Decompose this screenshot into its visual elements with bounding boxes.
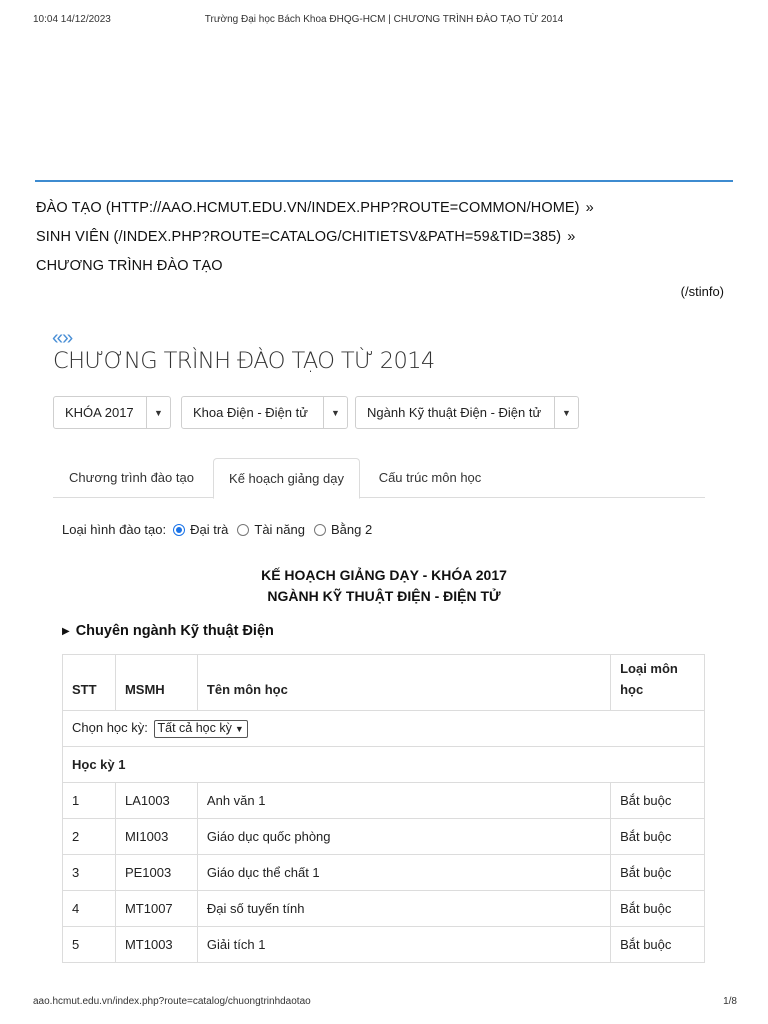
radio-dai-tra-label: Đại trà — [190, 522, 229, 537]
header-stt: STT — [63, 655, 116, 711]
cell-course-name: Đại số tuyến tính — [197, 891, 610, 927]
cell-course-type: Bắt buộc — [611, 819, 705, 855]
faculty-select-value: Khoa Điện - Điện tử — [193, 405, 308, 420]
breadcrumb-separator: » — [585, 200, 594, 216]
table-row — [63, 891, 705, 927]
plan-heading-line1: KẾ HOẠCH GIẢNG DẠY - KHÓA 2017 — [261, 567, 507, 583]
course-select[interactable] — [53, 396, 171, 429]
radio-tai-nang[interactable] — [237, 524, 249, 536]
cell-course-type: Bắt buộc — [611, 927, 705, 963]
radio-tai-nang-label: Tài năng — [254, 522, 305, 537]
cell-course-type: Bắt buộc — [611, 855, 705, 891]
caret-down-icon[interactable]: ▼ — [323, 397, 347, 428]
breadcrumb — [36, 198, 736, 285]
table-row — [63, 819, 705, 855]
tab-bar — [53, 458, 705, 498]
caret-down-icon[interactable]: ▼ — [554, 397, 578, 428]
breadcrumb-link-dao-tao[interactable]: ĐÀO TẠO (HTTP://AAO.HCMUT.EDU.VN/INDEX.PHP?ROUTE=COMMON/HOME) — [36, 200, 580, 216]
table-row — [63, 783, 705, 819]
cell-course-name: Anh văn 1 — [197, 783, 610, 819]
faculty-select[interactable] — [181, 396, 348, 429]
breadcrumb-separator: » — [567, 229, 576, 245]
caret-down-icon[interactable]: ▼ — [146, 397, 170, 428]
stinfo-link[interactable]: (/stinfo) — [680, 284, 724, 299]
cell-msmh: MT1003 — [115, 927, 197, 963]
header-course-name: Tên môn học — [197, 655, 610, 711]
tab-ke-hoach-giang-day[interactable]: Kế hoạch giảng dạy — [213, 458, 360, 499]
cell-course-name: Giáo dục quốc phòng — [197, 819, 610, 855]
cell-stt: 5 — [63, 927, 116, 963]
semester-select[interactable] — [154, 720, 248, 738]
semester-filter-row — [63, 711, 705, 747]
cell-stt: 3 — [63, 855, 116, 891]
print-datetime: 10:04 14/12/2023 — [33, 14, 111, 25]
header-course-type: Loại môn học — [611, 655, 705, 711]
term-label: Học kỳ 1 — [63, 747, 705, 783]
teaching-plan-table — [62, 654, 705, 963]
page-title: CHƯƠNG TRÌNH ĐÀO TẠO TỪ 2014 — [53, 348, 435, 374]
cell-msmh: LA1003 — [115, 783, 197, 819]
cell-stt: 1 — [63, 783, 116, 819]
major-select[interactable] — [355, 396, 579, 429]
cell-stt: 2 — [63, 819, 116, 855]
page-number: 1/8 — [723, 996, 737, 1007]
print-url: aao.hcmut.edu.vn/index.php?route=catalog/chuongtrinhdaotao — [33, 996, 311, 1007]
plan-heading-line2: NGÀNH KỸ THUẬT ĐIỆN - ĐIỆN TỬ — [267, 588, 501, 604]
cell-msmh: MT1007 — [115, 891, 197, 927]
semester-filter-cell — [63, 711, 705, 747]
radio-dai-tra[interactable] — [173, 524, 185, 536]
print-page-title: Trường Đại học Bách Khoa ĐHQG-HCM | CHƯƠNG TRÌNH ĐÀO TẠO TỪ 2014 — [204, 14, 564, 25]
top-divider — [35, 180, 733, 182]
specialization-toggle[interactable] — [62, 623, 274, 639]
plan-heading — [0, 565, 768, 607]
cell-stt: 4 — [63, 891, 116, 927]
chevron-down-icon: ▼ — [234, 723, 244, 734]
training-type-group — [62, 522, 374, 537]
cell-course-name: Giáo dục thể chất 1 — [197, 855, 610, 891]
radio-bang-2[interactable] — [314, 524, 326, 536]
triangle-right-icon: ▶ — [62, 625, 70, 637]
radio-bang-2-label: Bằng 2 — [330, 522, 373, 537]
chevrons-icon: «» — [52, 327, 73, 349]
print-header — [0, 14, 768, 28]
table-row — [63, 927, 705, 963]
cell-course-type: Bắt buộc — [611, 891, 705, 927]
table-row — [63, 855, 705, 891]
course-select-value: KHÓA 2017 — [65, 405, 134, 420]
table-header-row — [63, 655, 705, 711]
term-row — [63, 747, 705, 783]
training-type-label: Loại hình đào tạo: — [62, 522, 167, 537]
semester-select-value: Tất cả học kỳ — [157, 720, 232, 735]
cell-msmh: PE1003 — [115, 855, 197, 891]
cell-msmh: MI1003 — [115, 819, 197, 855]
cell-course-type: Bắt buộc — [611, 783, 705, 819]
breadcrumb-current: CHƯƠNG TRÌNH ĐÀO TẠO — [36, 258, 223, 274]
semester-filter-label: Chọn học kỳ: — [72, 719, 148, 735]
header-msmh: MSMH — [115, 655, 197, 711]
breadcrumb-link-sinh-vien[interactable]: SINH VIÊN (/INDEX.PHP?ROUTE=CATALOG/CHITIETSV&PATH=59&TID=385) — [36, 229, 562, 245]
major-select-value: Ngành Kỹ thuật Điện - Điện tử — [367, 405, 542, 420]
tab-chuong-trinh-dao-tao[interactable]: Chương trình đào tạo — [69, 470, 194, 485]
cell-course-name: Giải tích 1 — [197, 927, 610, 963]
specialization-label: Chuyên ngành Kỹ thuật Điện — [75, 623, 274, 639]
tab-cau-truc-mon-hoc[interactable]: Cấu trúc môn học — [378, 470, 482, 485]
